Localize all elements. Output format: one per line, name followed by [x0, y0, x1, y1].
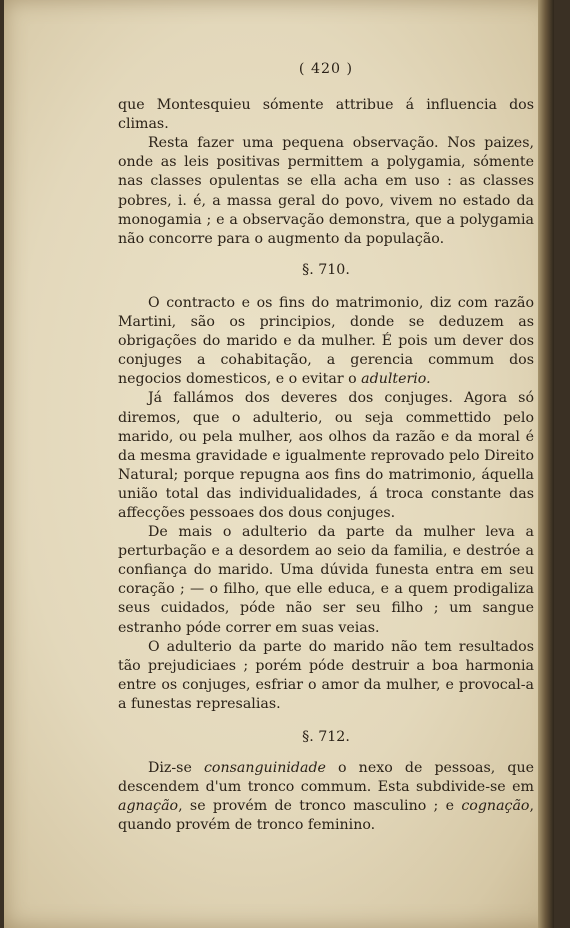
page-gutter-edge [538, 0, 554, 928]
emphasis-cognacao: cognação [461, 798, 530, 815]
emphasis-consanguinidade: consanguinidade [203, 760, 326, 777]
page-number: ( 420 ) [298, 61, 354, 77]
paragraph-consanguinidade [118, 759, 534, 835]
paragraph-deveres: Já fallámos dos deveres dos conjuges. Agora só diremos, que o adulterio, ou seja commettido pelo marido, ou pela mulher, aos olhos da razão e da moral é da mesma gravidade e igualmente reprovado pelo Direito Natural; porque repugna aos fins do matrimonio, áquella união total das individualidades, á troca constante das affecções pessoaes dos dous conjuges. [118, 390, 534, 521]
paragraph-marido: O adulterio da parte do marido não tem resultados tão prejudiciaes ; porém póde destruir a boa harmonia entre os conjuges, esfriar o amor da mulher, e provocal-a a funestas represalias. [118, 638, 534, 712]
section-heading-710: §. 710. [302, 261, 350, 278]
text-diz-se: Diz-se [148, 760, 192, 777]
section-heading-712: §. 712. [302, 729, 350, 745]
emphasis-adulterio: adulterio. [361, 371, 431, 388]
text-nexo: o nexo de pessoas, que descendem d'um tronco commum. Esta subdivide-se em [118, 760, 534, 796]
text-tronco-feminino: , quando provém de tronco feminino. [118, 798, 534, 834]
page-text [118, 60, 534, 835]
paragraph-contracto-text: O contracto e os fins do matrimonio, diz com razão Martini, são os principios, donde se deduzem as obrigações do marido e da mulher. É pois um dever dos conjuges a cohabitação, a gerencia commum dos negocios domesticos, e o evitar o [118, 294, 534, 388]
paragraph-contracto [118, 294, 534, 389]
emphasis-agnacao: agnação [118, 798, 179, 815]
book-page [4, 0, 554, 928]
paragraph-continuation: que Montesquieu sómente attribue á influencia dos climas. [118, 97, 534, 133]
paragraph-polygamia: Resta fazer uma pequena observação. Nos paizes, onde as leis positivas permittem a polygamia, sómente nas classes opulentas se ella acha em uso : as classes pobres, i. é, a massa geral do povo, vivem no estado da monogamia ; e a observação demonstra, que a polygamia não concorre para o augmento da população. [118, 135, 534, 247]
text-tronco-masculino: , se provém de tronco masculino ; e [178, 798, 455, 815]
paragraph-de-mais: De mais o adulterio da parte da mulher leva a perturbação e a desordem ao seio da familia, e destróe a confiança do marido. Uma dúvida funesta entra em seu coração ; — o filho, que elle educa, e a quem prodigaliza seus cuidados, póde não ser seu filho ; um sangue estranho póde correr em suas veias. [118, 524, 534, 636]
